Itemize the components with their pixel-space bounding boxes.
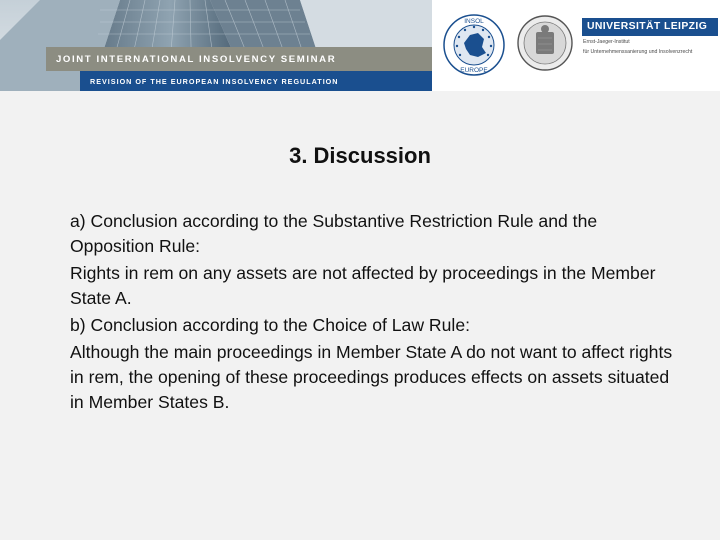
insol-logo-bottom-text: EUROPE: [460, 67, 488, 74]
seminar-title: JOINT INTERNATIONAL INSOLVENCY SEMINAR: [56, 53, 337, 65]
insol-europe-logo: [442, 13, 506, 77]
paragraph-rights-in-rem: Rights in rem on any assets are not affected by proceedings in the Member State A.: [70, 263, 656, 308]
slide-content: [0, 91, 720, 540]
paragraph-effects: Although the main proceedings in Member State A do not want to affect rights in rem, the opening of these proceedings produces effects on assets situated in Member States B.: [70, 342, 673, 412]
institute-line-2: für Unternehmenssanierung und Insolvenzrecht: [583, 49, 693, 55]
seminar-subtitle-bar: [80, 71, 432, 91]
university-branding: [582, 18, 718, 56]
paragraph-conclusion-b: b) Conclusion according to the Choice of Law Rule:: [70, 315, 470, 335]
slide-header: [0, 0, 720, 91]
university-name: UNIVERSITÄT LEIPZIG: [582, 18, 718, 36]
seminar-subtitle: REVISION OF THE EUROPEAN INSOLVENCY REGULATION: [90, 76, 339, 86]
insol-logo-top-text: INSOL: [464, 18, 484, 25]
seminar-title-bar: [46, 47, 432, 71]
paragraph-conclusion-a: a) Conclusion according to the Substantive Restriction Rule and the Opposition Rule:: [70, 211, 598, 256]
slide-heading: 3. Discussion: [289, 143, 431, 168]
slide-body: [70, 209, 682, 417]
institute-line-1: Ernst-Jaeger-Institut: [583, 39, 630, 45]
banner-image: [0, 0, 432, 91]
university-seal-logo: [516, 14, 574, 72]
